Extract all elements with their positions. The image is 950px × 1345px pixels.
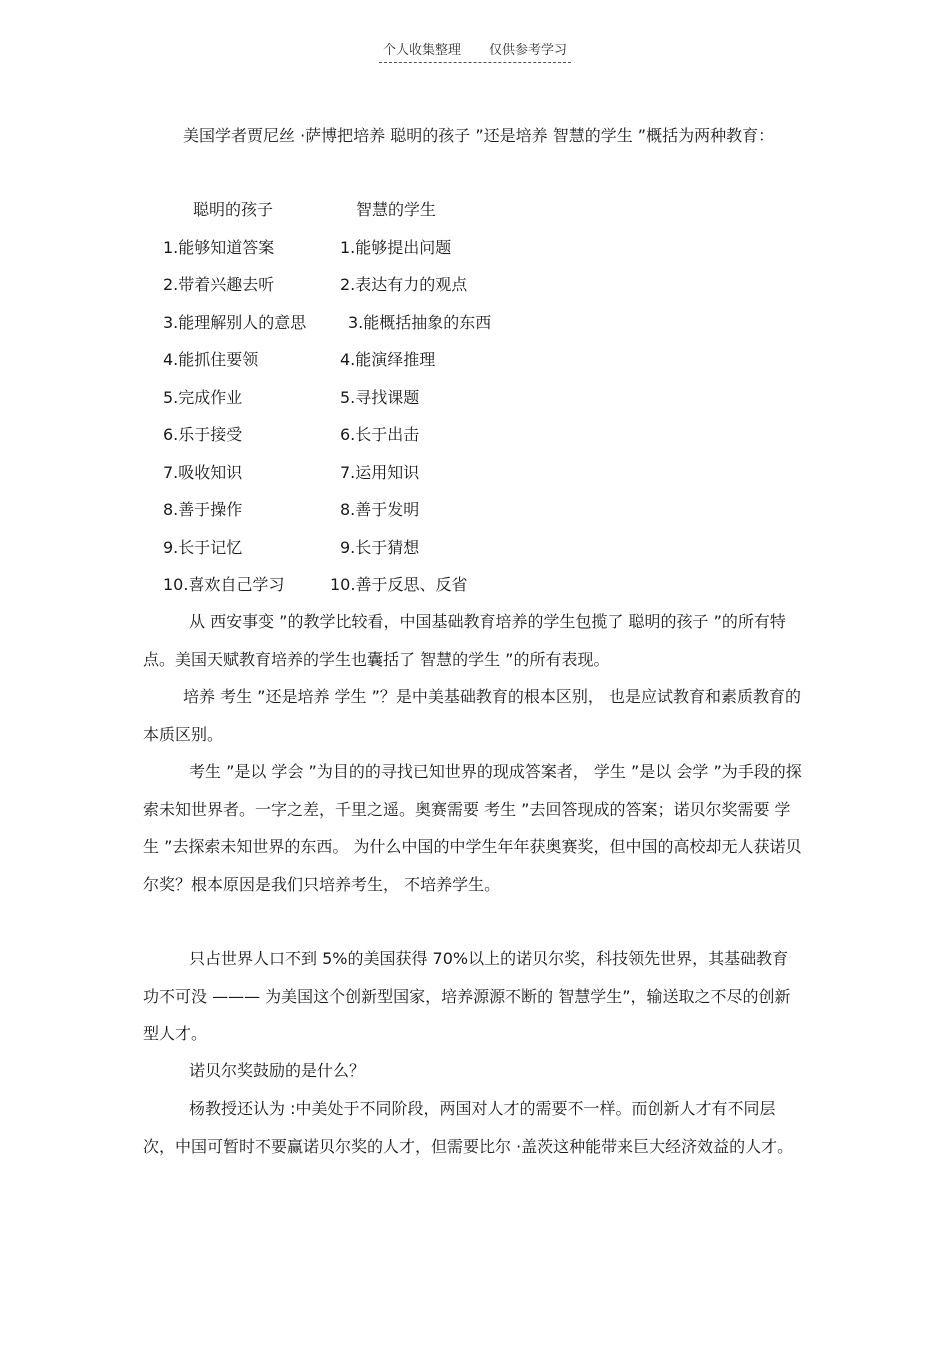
- left-column-title: 聪明的孩子: [193, 200, 274, 219]
- left-item: 8.善于操作: [163, 500, 243, 519]
- paragraph: [143, 603, 803, 678]
- paragraph: [143, 753, 803, 903]
- header-right-text: 仅供参考学习: [489, 43, 568, 58]
- list-item: [0, 341, 950, 379]
- left-item: 2.带着兴趣去听: [163, 275, 275, 294]
- right-item: 1.能够提出问题: [340, 237, 452, 257]
- right-item: 9.长于猜想: [340, 537, 420, 557]
- list-item: [0, 266, 950, 304]
- right-item: 8.善于发明: [340, 500, 420, 519]
- left-item: 4.能抓住要领: [163, 350, 259, 369]
- header-underline: [379, 39, 571, 63]
- left-item: 9.长于记忆: [163, 537, 243, 557]
- right-item: 7.运用知识: [340, 462, 420, 482]
- paragraph-text: 培养 考生 ”还是培养 学生 ”？是中美基础教育的根本区别， 也是应试教育和素质教育的本质区别。: [143, 687, 802, 744]
- left-item: 6.乐于接受: [163, 425, 243, 444]
- right-item: 3.能概括抽象的东西: [348, 312, 492, 332]
- intro-paragraph: [143, 117, 803, 155]
- paragraph-text: 杨教授还认为 :中美处于不同阶段，两国对人才的需要不一样。而创新人才有不同层次，中国可暂时不要赢诺贝尔奖的人才，但需要比尔 ·盖茨这种能带来巨大经济效益的人才。: [143, 1099, 794, 1156]
- paragraph-text: 诺贝尔奖鼓励的是什么？: [189, 1061, 366, 1080]
- list-item: [0, 491, 950, 529]
- paragraph-text: 考生 ”是以 学会 ”为目的的寻找已知世界的现成答案者， 学生 ”是以 会学 ”为手段的探索未知世界者。一字之差，千里之遥。奥赛需要 考生 ”去回答现成的答案；诺贝尔奖需要 学生 ”去探索未知世界的东西。 为什么中国的中学生年年获奥赛奖，但中国的高校却无人获诺贝尔奖？根本原因是我们只培养考生， 不培养学生。: [143, 762, 802, 894]
- left-item: 7.吸收知识: [163, 462, 243, 482]
- list-item: [0, 379, 950, 417]
- list-item: [0, 416, 950, 454]
- left-item: 1.能够知道答案: [163, 237, 275, 257]
- left-item: 5.完成作业: [163, 387, 243, 407]
- list-item: [0, 229, 950, 267]
- right-item: 4.能演绎推理: [340, 350, 436, 369]
- list-item: [0, 304, 950, 342]
- page-header: [0, 39, 950, 63]
- right-item: 2.表达有力的观点: [340, 275, 468, 294]
- paragraph-text: 从 西安事变 ”的教学比较看，中国基础教育培养的学生包揽了 聪明的孩子 ”的所有特点。美国天赋教育培养的学生也囊括了 智慧的学生 ”的所有表现。: [143, 612, 786, 669]
- paragraph: [143, 1052, 803, 1090]
- list-item: [0, 529, 950, 567]
- list-item: [0, 566, 950, 604]
- paragraph: [143, 678, 803, 753]
- paragraph: [143, 1090, 803, 1165]
- left-item: 10.喜欢自己学习: [163, 575, 285, 594]
- left-item: 3.能理解别人的意思: [163, 312, 307, 332]
- right-item: 6.长于出击: [340, 425, 420, 444]
- right-item: 5.寻找课题: [340, 387, 420, 407]
- header-left-text: 个人收集整理: [382, 43, 461, 58]
- paragraph-text: 只占世界人口不到 5%的美国获得 70%以上的诺贝尔奖，科技领先世界，其基础教育功不可没 ——— 为美国这个创新型国家，培养源源不断的 智慧学生”，输送取之不尽的创新型人才。: [143, 949, 791, 1043]
- paragraph: [143, 940, 803, 1053]
- intro-text: 美国学者贾尼丝 ·萨博把培养 聪明的孩子 ”还是培养 智慧的学生 ”概括为两种教育：: [183, 126, 775, 145]
- list-item: [0, 454, 950, 492]
- right-item: 10.善于反思、反省: [330, 575, 468, 594]
- right-column-title: 智慧的学生: [356, 200, 437, 219]
- column-titles: [0, 191, 950, 229]
